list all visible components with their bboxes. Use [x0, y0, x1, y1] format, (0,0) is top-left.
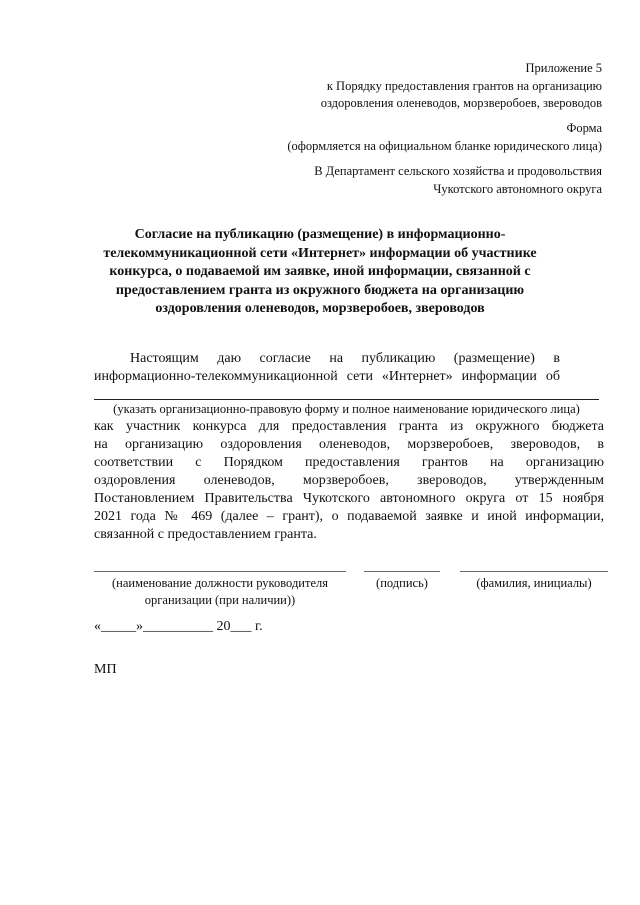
body-line: оздоровления оленеводов, морзверобоев, звероводов, утвержденным	[94, 473, 604, 488]
form-note: (оформляется на официальном бланке юридического лица)	[287, 138, 602, 153]
title-line: оздоровления оленеводов, морзверобоев, звероводов	[155, 301, 485, 316]
stamp-place: МП	[94, 662, 117, 677]
body-line: как участник конкурса для предоставления гранта из окружного бюджета	[94, 419, 604, 434]
name-fill-line[interactable]	[460, 571, 608, 572]
signature-caption: (подпись)	[376, 576, 428, 590]
body-line: соответствии с Порядком предоставления грантов на организацию	[94, 455, 604, 470]
title-line: предоставлением гранта из окружного бюджета на организацию	[115, 282, 525, 298]
form-label: Форма	[566, 121, 602, 135]
signature-fill-line[interactable]	[364, 571, 440, 572]
position-caption-line: (наименование должности руководителя	[112, 576, 328, 590]
appendix-block	[321, 60, 602, 113]
form-label-block	[287, 120, 602, 155]
consent-intro	[94, 350, 560, 386]
position-fill-line[interactable]	[94, 571, 346, 572]
appendix-line: оздоровления оленеводов, морзверобоев, звероводов	[320, 96, 602, 110]
body-line: 2021 года № 469 (далее – грант), о подаваемой заявке и иной информации,	[94, 509, 604, 524]
title-line: конкурса, о подаваемой им заявке, иной информации, связанной с	[109, 264, 531, 279]
consent-body	[94, 418, 604, 544]
recipient-line: В Департамент сельского хозяйства и продовольствия	[314, 164, 602, 178]
organization-fill-caption: (указать организационно-правовую форму и полное наименование юридического лица)	[113, 402, 580, 416]
document-title	[80, 226, 560, 319]
body-line: Настоящим даю согласие на публикацию (размещение) в	[130, 351, 560, 366]
appendix-line: к Порядку предоставления грантов на организацию	[326, 78, 602, 93]
title-line: Согласие на публикацию (размещение) в информационно-	[134, 227, 506, 242]
position-caption-line: организации (при наличии))	[144, 593, 296, 607]
name-caption: (фамилия, инициалы)	[476, 576, 592, 590]
date-field[interactable]: «_____»__________ 20___ г.	[94, 619, 263, 634]
recipient-line: Чукотского автономного округа	[433, 181, 602, 196]
position-caption	[94, 575, 346, 609]
body-line: информационно-телекоммуникационной сети «Интернет» информации об	[94, 369, 560, 384]
recipient-block	[314, 163, 602, 198]
body-line: связанной с предоставлением гранта.	[94, 527, 317, 542]
body-line: на организацию оздоровления оленеводов, морзверобоев, звероводов, в	[94, 437, 604, 452]
appendix-label: Приложение 5	[525, 61, 602, 75]
organization-fill-line[interactable]	[94, 399, 599, 400]
title-line: телекоммуникационной сети «Интернет» информации об участнике	[103, 245, 537, 261]
body-line: Постановлением Правительства Чукотского автономного округа от 15 ноября	[94, 491, 604, 506]
